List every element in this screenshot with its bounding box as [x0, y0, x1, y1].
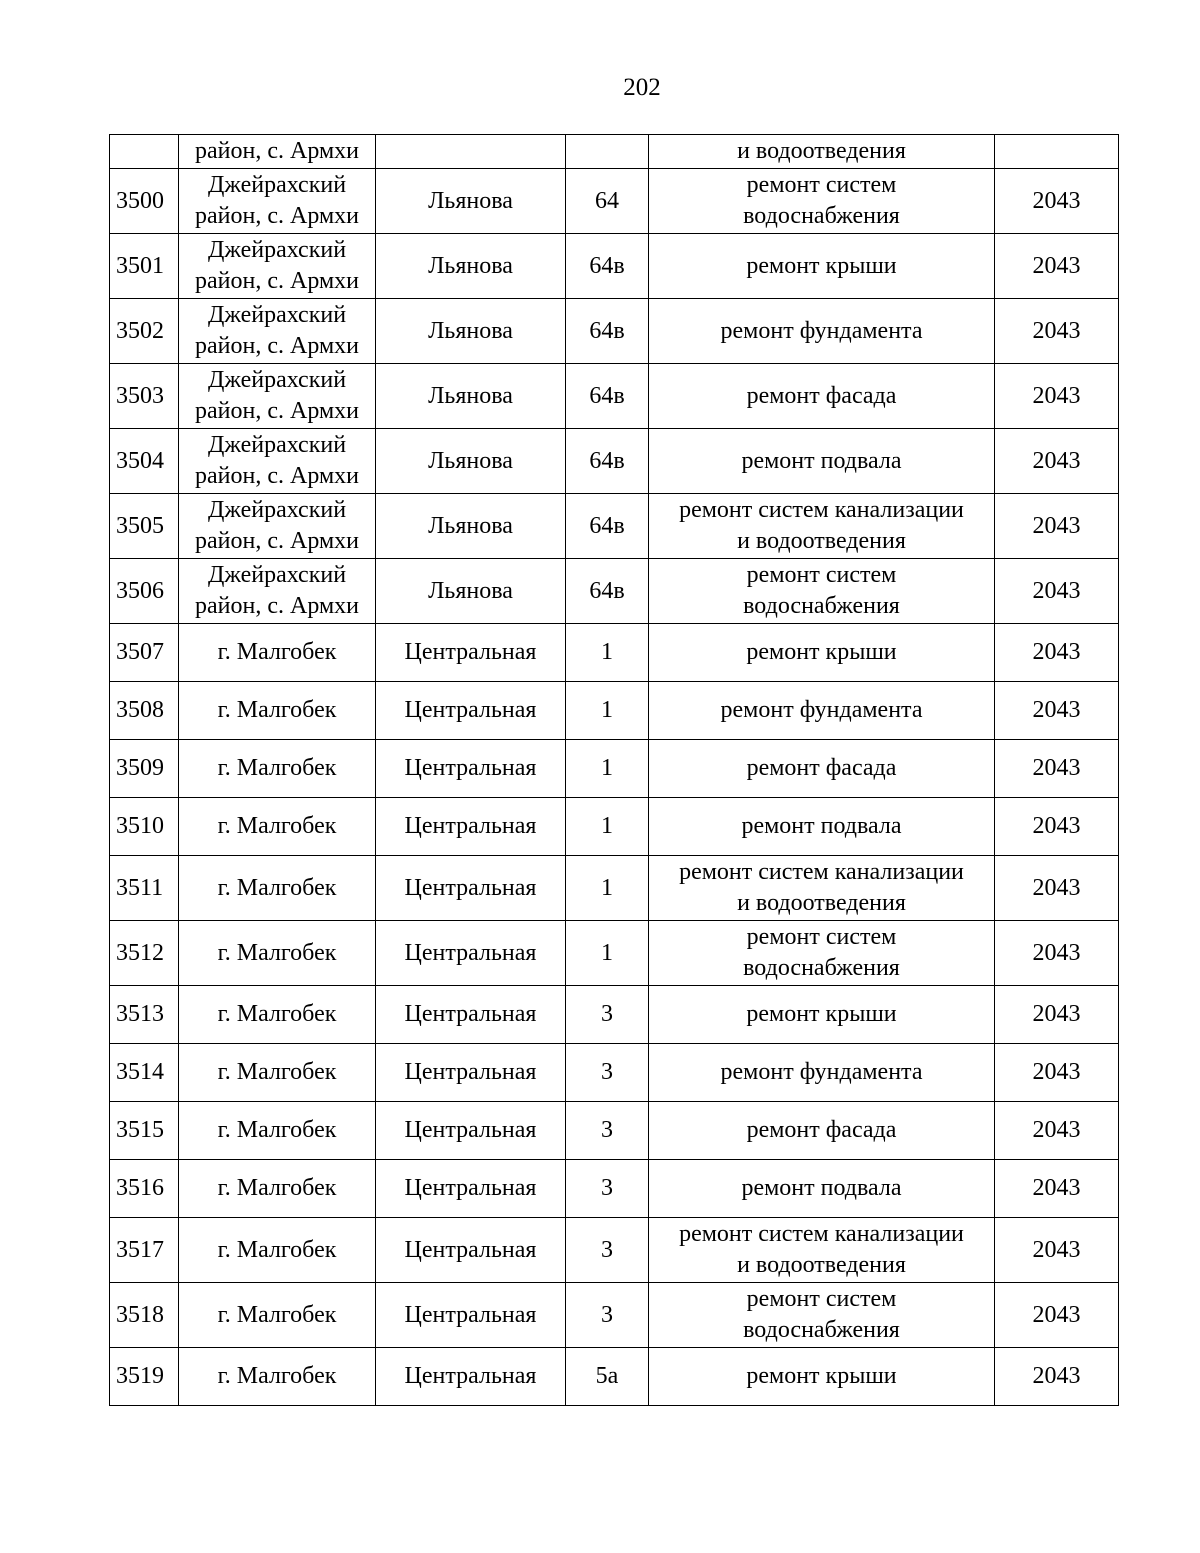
row-number-cell: 3509: [110, 740, 179, 798]
row-number-cell: 3511: [110, 856, 179, 921]
table-body: [110, 135, 1119, 1406]
work-type-line: ремонт крыши: [746, 1001, 897, 1027]
locality-cell: [179, 1348, 376, 1406]
work-type-cell: [649, 624, 995, 682]
work-type-cell: [649, 986, 995, 1044]
year-cell: 2043: [995, 1044, 1119, 1102]
row-number-cell: 3508: [110, 682, 179, 740]
year-cell: 2043: [995, 740, 1119, 798]
locality-line: район, с. Армхи: [195, 593, 359, 619]
table-row: [110, 921, 1119, 986]
table-row: [110, 299, 1119, 364]
work-type-line: ремонт фасада: [746, 755, 897, 781]
locality-cell: район, с. Армхи: [179, 135, 376, 169]
locality-cell: [179, 1102, 376, 1160]
street-cell: [376, 135, 566, 169]
row-number-cell: 3513: [110, 986, 179, 1044]
locality-line: район, с. Армхи: [195, 333, 359, 359]
locality-cell: [179, 169, 376, 234]
year-cell: [995, 135, 1119, 169]
locality-line: район, с. Армхи: [195, 398, 359, 424]
work-type-line: ремонт фундамента: [720, 317, 923, 344]
work-type-line: и водоотведения: [737, 528, 906, 554]
row-number-cell: 3516: [110, 1160, 179, 1218]
locality-line: г. Малгобек: [217, 1236, 337, 1263]
row-number-cell: 3515: [110, 1102, 179, 1160]
locality-cell: [179, 624, 376, 682]
work-type-line: ремонт фасада: [746, 382, 897, 409]
locality-line: Джейрахский: [207, 302, 347, 328]
table-row: [110, 740, 1119, 798]
house-cell: 1: [566, 682, 649, 740]
house-cell: 1: [566, 921, 649, 986]
work-type-line: и водоотведения: [737, 890, 906, 916]
work-type-cell: [649, 559, 995, 624]
row-number-cell: [110, 135, 179, 169]
house-cell: 3: [566, 1283, 649, 1348]
work-type-line: ремонт систем канализации: [679, 859, 964, 885]
row-number-cell: 3519: [110, 1348, 179, 1406]
year-cell: 2043: [995, 1348, 1119, 1406]
house-cell: 64в: [566, 494, 649, 559]
table-row: [110, 494, 1119, 559]
locality-cell: [179, 682, 376, 740]
locality-cell: [179, 559, 376, 624]
work-type-cell: [649, 364, 995, 429]
locality-cell: [179, 234, 376, 299]
street-cell: Льянова: [376, 299, 566, 364]
locality-line: г. Малгобек: [217, 874, 337, 901]
locality-line: г. Малгобек: [217, 1059, 337, 1085]
page-number: 202: [623, 74, 661, 101]
row-number-cell: 3502: [110, 299, 179, 364]
work-type-cell: [649, 1348, 995, 1406]
table-row: [110, 1102, 1119, 1160]
house-cell: 3: [566, 1218, 649, 1283]
year-cell: 2043: [995, 986, 1119, 1044]
house-cell: 1: [566, 624, 649, 682]
repair-schedule-table: [109, 134, 1119, 1406]
year-cell: 2043: [995, 1283, 1119, 1348]
house-cell: 64в: [566, 364, 649, 429]
house-cell: 5а: [566, 1348, 649, 1406]
locality-line: Джейрахский: [207, 562, 347, 588]
house-cell: 64: [566, 169, 649, 234]
table-row: [110, 559, 1119, 624]
street-cell: Льянова: [376, 559, 566, 624]
locality-cell: [179, 740, 376, 798]
street-cell: Центральная: [376, 1102, 566, 1160]
work-type-cell: [649, 1218, 995, 1283]
work-type-cell: [649, 1044, 995, 1102]
table-row: [110, 234, 1119, 299]
row-number-cell: 3503: [110, 364, 179, 429]
street-cell: Центральная: [376, 1283, 566, 1348]
locality-cell: [179, 856, 376, 921]
locality-cell: [179, 1160, 376, 1218]
year-cell: 2043: [995, 1218, 1119, 1283]
work-type-cell: [649, 921, 995, 986]
street-cell: Центральная: [376, 1044, 566, 1102]
row-number-cell: 3514: [110, 1044, 179, 1102]
work-type-line: ремонт подвала: [741, 447, 902, 474]
work-type-cell: [649, 682, 995, 740]
work-type-line: ремонт систем: [746, 172, 897, 198]
work-type-cell: [649, 798, 995, 856]
locality-cell: [179, 798, 376, 856]
table-row: [110, 624, 1119, 682]
locality-cell: [179, 986, 376, 1044]
street-cell: Центральная: [376, 921, 566, 986]
locality-line: г. Малгобек: [217, 639, 337, 665]
work-type-cell: [649, 1102, 995, 1160]
locality-line: г. Малгобек: [217, 1117, 337, 1143]
table-row: [110, 1044, 1119, 1102]
work-type-cell: [649, 234, 995, 299]
work-type-cell: и водоотведения: [649, 135, 995, 169]
table-row: [110, 1160, 1119, 1218]
work-type-line: ремонт систем канализации: [679, 497, 964, 523]
table-row: [110, 798, 1119, 856]
year-cell: 2043: [995, 559, 1119, 624]
locality-cell: [179, 299, 376, 364]
locality-line: Джейрахский: [207, 237, 347, 263]
house-cell: 1: [566, 856, 649, 921]
row-number-cell: 3506: [110, 559, 179, 624]
street-cell: Центральная: [376, 1218, 566, 1283]
work-type-line: ремонт систем: [746, 562, 897, 588]
work-type-line: ремонт фасада: [746, 1117, 897, 1143]
table-row: [110, 429, 1119, 494]
work-type-line: ремонт крыши: [746, 639, 897, 665]
work-type-line: водоснабжения: [743, 955, 900, 981]
work-type-line: водоснабжения: [743, 1317, 900, 1343]
locality-line: Джейрахский: [207, 172, 347, 198]
locality-line: Джейрахский: [207, 367, 347, 393]
year-cell: 2043: [995, 921, 1119, 986]
year-cell: 2043: [995, 1102, 1119, 1160]
street-cell: Льянова: [376, 169, 566, 234]
year-cell: 2043: [995, 798, 1119, 856]
locality-line: Джейрахский: [207, 432, 347, 458]
year-cell: 2043: [995, 364, 1119, 429]
table-row: [110, 1283, 1119, 1348]
table-row: [110, 169, 1119, 234]
work-type-line: ремонт крыши: [746, 1363, 897, 1389]
work-type-line: водоснабжения: [743, 203, 900, 229]
locality-cell: [179, 1283, 376, 1348]
year-cell: 2043: [995, 624, 1119, 682]
work-type-line: ремонт систем: [746, 1286, 897, 1312]
street-cell: Центральная: [376, 986, 566, 1044]
locality-line: г. Малгобек: [217, 1175, 337, 1201]
work-type-line: ремонт систем канализации: [679, 1221, 964, 1247]
locality-line: Джейрахский: [207, 497, 347, 523]
table-row: [110, 986, 1119, 1044]
street-cell: Центральная: [376, 624, 566, 682]
street-cell: Центральная: [376, 682, 566, 740]
year-cell: 2043: [995, 299, 1119, 364]
work-type-line: ремонт фундамента: [720, 697, 923, 723]
work-type-line: и водоотведения: [737, 1252, 906, 1278]
locality-cell: [179, 429, 376, 494]
locality-line: район, с. Армхи: [195, 268, 359, 294]
row-number-cell: 3500: [110, 169, 179, 234]
locality-line: г. Малгобек: [217, 1363, 337, 1389]
work-type-cell: [649, 1160, 995, 1218]
locality-line: г. Малгобек: [217, 1301, 337, 1328]
house-cell: 3: [566, 1102, 649, 1160]
row-number-cell: 3504: [110, 429, 179, 494]
locality-line: г. Малгобек: [217, 697, 337, 723]
work-type-cell: [649, 169, 995, 234]
row-number-cell: 3518: [110, 1283, 179, 1348]
year-cell: 2043: [995, 682, 1119, 740]
house-cell: 3: [566, 986, 649, 1044]
table-row: [110, 1348, 1119, 1406]
table-row: [110, 135, 1119, 169]
street-cell: Льянова: [376, 494, 566, 559]
house-cell: [566, 135, 649, 169]
house-cell: 64в: [566, 299, 649, 364]
locality-line: г. Малгобек: [217, 939, 337, 966]
street-cell: Центральная: [376, 1348, 566, 1406]
locality-line: г. Малгобек: [217, 813, 337, 839]
locality-cell: [179, 1218, 376, 1283]
year-cell: 2043: [995, 234, 1119, 299]
locality-line: г. Малгобек: [217, 1001, 337, 1027]
work-type-cell: [649, 494, 995, 559]
year-cell: 2043: [995, 856, 1119, 921]
street-cell: Льянова: [376, 429, 566, 494]
work-type-cell: [649, 429, 995, 494]
street-cell: Льянова: [376, 364, 566, 429]
work-type-line: ремонт подвала: [741, 813, 902, 839]
house-cell: 64в: [566, 429, 649, 494]
year-cell: 2043: [995, 169, 1119, 234]
house-cell: 1: [566, 798, 649, 856]
row-number-cell: 3501: [110, 234, 179, 299]
work-type-line: ремонт крыши: [746, 252, 897, 279]
table-row: [110, 1218, 1119, 1283]
table-row: [110, 856, 1119, 921]
locality-line: район, с. Армхи: [195, 203, 359, 229]
street-cell: Центральная: [376, 740, 566, 798]
house-cell: 64в: [566, 234, 649, 299]
work-type-line: ремонт систем: [746, 924, 897, 950]
house-cell: 3: [566, 1160, 649, 1218]
work-type-cell: [649, 1283, 995, 1348]
row-number-cell: 3512: [110, 921, 179, 986]
locality-cell: [179, 364, 376, 429]
work-type-cell: [649, 299, 995, 364]
locality-cell: [179, 921, 376, 986]
house-cell: 64в: [566, 559, 649, 624]
locality-line: район, с. Армхи: [195, 528, 359, 554]
table-row: [110, 682, 1119, 740]
year-cell: 2043: [995, 429, 1119, 494]
house-cell: 3: [566, 1044, 649, 1102]
street-cell: Льянова: [376, 234, 566, 299]
house-cell: 1: [566, 740, 649, 798]
locality-cell: [179, 494, 376, 559]
street-cell: Центральная: [376, 856, 566, 921]
table-row: [110, 364, 1119, 429]
work-type-line: ремонт подвала: [741, 1175, 902, 1201]
row-number-cell: 3507: [110, 624, 179, 682]
locality-line: район, с. Армхи: [195, 463, 359, 489]
row-number-cell: 3505: [110, 494, 179, 559]
locality-line: г. Малгобек: [217, 755, 337, 781]
year-cell: 2043: [995, 494, 1119, 559]
street-cell: Центральная: [376, 798, 566, 856]
street-cell: Центральная: [376, 1160, 566, 1218]
year-cell: 2043: [995, 1160, 1119, 1218]
work-type-line: ремонт фундамента: [720, 1059, 923, 1085]
row-number-cell: 3510: [110, 798, 179, 856]
work-type-line: водоснабжения: [743, 593, 900, 619]
locality-cell: [179, 1044, 376, 1102]
work-type-cell: [649, 856, 995, 921]
work-type-cell: [649, 740, 995, 798]
row-number-cell: 3517: [110, 1218, 179, 1283]
